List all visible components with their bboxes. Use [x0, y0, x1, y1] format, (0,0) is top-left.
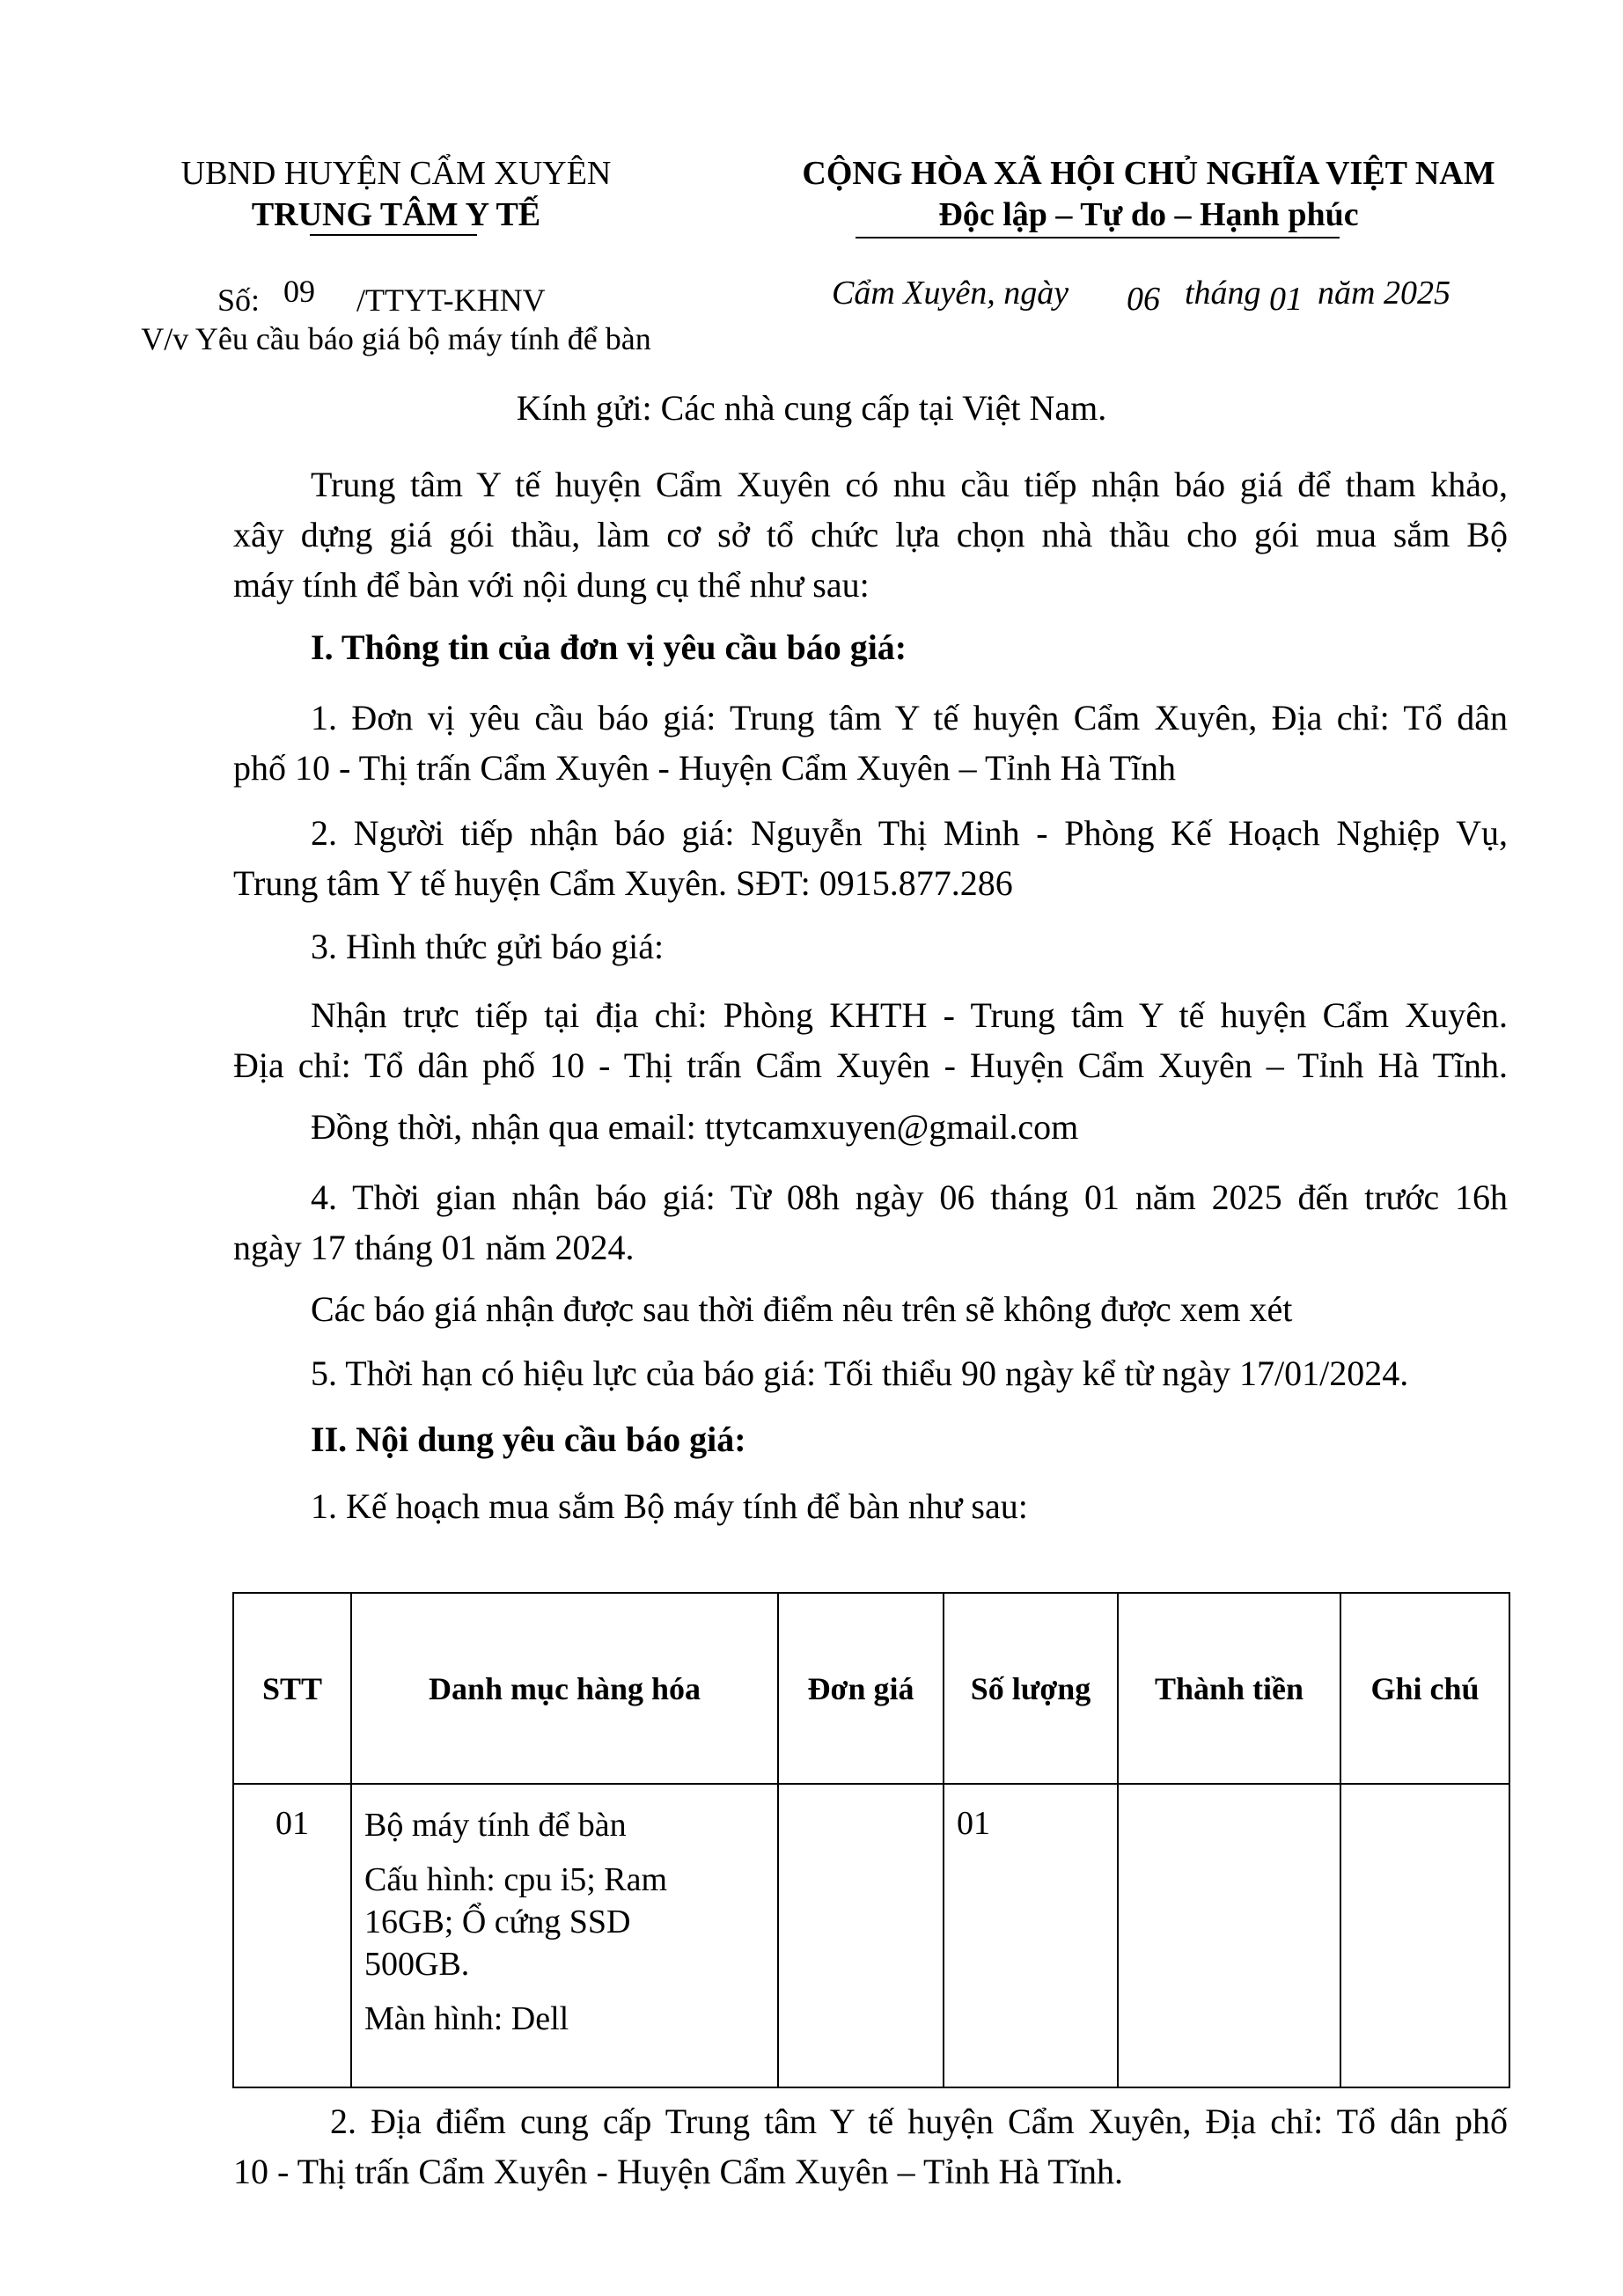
info-item-5: 5. Thời hạn có hiệu lực của báo giá: Tối thiểu 90 ngày kể từ ngày 17/01/2024.: [311, 1353, 1409, 1393]
cell-stt: 01: [233, 1784, 351, 2087]
section-1-title: I. Thông tin của đơn vị yêu cầu báo giá:: [311, 627, 907, 667]
col-header-item: Danh mục hàng hóa: [351, 1593, 778, 1784]
delivery-location: [233, 2096, 1508, 2197]
info-item-2-line-2: Trung tâm Y tế huyện Cẩm Xuyên. SĐT: 0915.877.286: [233, 863, 1013, 903]
info-item-4: [233, 1172, 1508, 1273]
table-header-row: [233, 1593, 1509, 1784]
date-day: 06: [1127, 281, 1160, 318]
date-place: Cẩm Xuyên, ngày: [832, 275, 1069, 312]
col-header-unit-price: Đơn giá: [778, 1593, 944, 1784]
section-2-title: II. Nội dung yêu cầu báo giá:: [311, 1419, 746, 1459]
nation-title: CỘNG HÒA XÃ HỘI CHỦ NGHĨA VIỆT NAM: [802, 155, 1495, 192]
info-item-3-title: 3. Hình thức gửi báo giá:: [311, 927, 665, 966]
goods-table: [232, 1592, 1510, 2088]
info-item-4-line-1: 4. Thời gian nhận báo giá: Từ 08h ngày 06 tháng 01 năm 2025 đến trước 16h: [311, 1177, 1508, 1217]
info-item-3-email: Đồng thời, nhận qua email: ttytcamxuyen@gmail.com: [311, 1107, 1079, 1147]
agency-name: UBND HUYỆN CẨM XUYÊN: [180, 155, 612, 192]
intro-line-1: Trung tâm Y tế huyện Cẩm Xuyên có nhu cầu tiếp nhận báo giá để tham khảo,: [311, 465, 1508, 504]
salutation: Kính gửi: Các nhà cung cấp tại Việt Nam.: [516, 388, 1107, 428]
intro-line-3: máy tính để bàn với nội dung cụ thể như sau:: [233, 565, 870, 605]
agency-unit: TRUNG TÂM Y TẾ: [251, 196, 541, 233]
col-header-note: Ghi chú: [1340, 1593, 1509, 1784]
info-item-4-line-2: ngày 17 tháng 01 năm 2024.: [233, 1228, 635, 1267]
agency-underline: [310, 234, 477, 236]
info-item-4-note: Các báo giá nhận được sau thời điểm nêu trên sẽ không được xem xét: [311, 1289, 1293, 1329]
info-item-3-direct-line-1: Nhận trực tiếp tại địa chỉ: Phòng KHTH - Trung tâm Y tế huyện Cẩm Xuyên.: [311, 995, 1508, 1035]
cell-quantity: 01: [944, 1784, 1118, 2087]
doc-number-suffix: /TTYT-KHNV: [356, 282, 546, 318]
item-name: Bộ máy tính để bàn: [364, 1807, 627, 1844]
intro-paragraph: [233, 459, 1508, 610]
info-item-1: [233, 693, 1508, 793]
nation-motto: Độc lập – Tự do – Hạnh phúc: [938, 196, 1359, 233]
info-item-2: [233, 808, 1508, 908]
col-header-quantity: Số lượng: [944, 1593, 1118, 1784]
cell-item: [351, 1784, 778, 2087]
cell-note: [1340, 1784, 1509, 2087]
info-item-3-direct: [233, 990, 1508, 1090]
cell-unit-price: [778, 1784, 944, 2087]
info-item-3-direct-line-2: Địa chỉ: Tổ dân phố 10 - Thị trấn Cẩm Xuyên - Huyện Cẩm Xuyên – Tỉnh Hà Tĩnh.: [233, 1045, 1508, 1085]
item-config-line-3: 500GB.: [364, 1946, 470, 1983]
item-monitor: Màn hình: Dell: [364, 2000, 569, 2037]
intro-line-2: xây dựng giá gói thầu, làm cơ sở tổ chức lựa chọn nhà thầu cho gói mua sắm Bộ: [233, 515, 1508, 554]
item-config-line-1: Cấu hình: cpu i5; Ram: [364, 1861, 668, 1898]
motto-underline: [856, 237, 1340, 238]
col-header-total: Thành tiền: [1118, 1593, 1340, 1784]
cell-total: [1118, 1784, 1340, 2087]
delivery-location-line-1: 2. Địa điểm cung cấp Trung tâm Y tế huyện Cẩm Xuyên, Địa chỉ: Tổ dân phố: [330, 2102, 1508, 2141]
doc-subject: V/v Yêu cầu báo giá bộ máy tính để bàn: [141, 321, 651, 356]
info-item-2-line-1: 2. Người tiếp nhận báo giá: Nguyễn Thị Minh - Phòng Kế Hoạch Nghiệp Vụ,: [311, 813, 1508, 853]
date-month: 01: [1269, 281, 1303, 318]
date-month-label: tháng: [1185, 275, 1261, 312]
item-config-line-2: 16GB; Ổ cứng SSD: [364, 1904, 631, 1940]
info-item-1-line-1: 1. Đơn vị yêu cầu báo giá: Trung tâm Y tế huyện Cẩm Xuyên, Địa chỉ: Tổ dân: [311, 698, 1508, 737]
table-row: [233, 1784, 1509, 2087]
plan-intro: 1. Kế hoạch mua sắm Bộ máy tính để bàn như sau:: [311, 1486, 1028, 1526]
doc-number-prefix: Số:: [217, 282, 261, 318]
date-year: năm 2025: [1318, 275, 1450, 312]
delivery-location-line-2: 10 - Thị trấn Cẩm Xuyên - Huyện Cẩm Xuyên – Tỉnh Hà Tĩnh.: [233, 2152, 1123, 2191]
info-item-1-line-2: phố 10 - Thị trấn Cẩm Xuyên - Huyện Cẩm Xuyên – Tỉnh Hà Tĩnh: [233, 748, 1176, 788]
col-header-stt: STT: [233, 1593, 351, 1784]
doc-number-value: 09: [283, 274, 315, 309]
